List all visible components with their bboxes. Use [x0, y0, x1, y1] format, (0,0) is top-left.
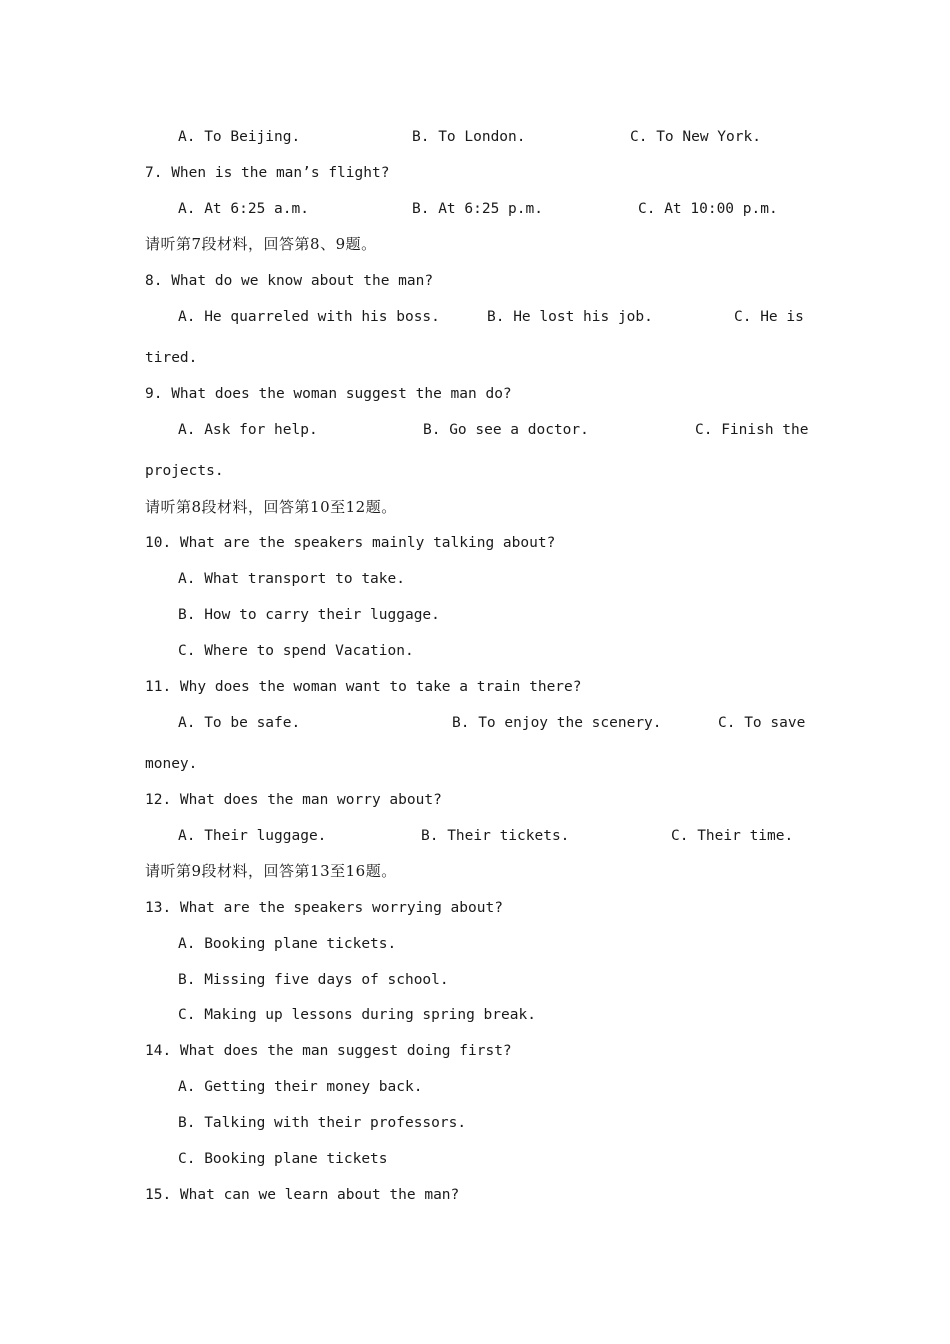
q6-option-a: A. To Beijing. — [178, 129, 301, 145]
question-12: 12. What does the man worry about? — [145, 792, 442, 808]
q11-option-a: A. To be safe. — [178, 715, 301, 731]
q6-option-c: C. To New York. — [630, 129, 761, 145]
question-7: 7. When is the man’s flight? — [145, 165, 390, 181]
section-heading-8: 请听第8段材料，回答第10至12题。 — [145, 498, 397, 516]
q12-option-a: A. Their luggage. — [178, 828, 327, 844]
q11-option-c: C. To save — [718, 715, 806, 731]
q12-option-c: C. Their time. — [671, 828, 794, 844]
q13-option-a: A. Booking plane tickets. — [178, 936, 397, 952]
q14-option-b: B. Talking with their professors. — [178, 1115, 467, 1131]
q7-option-a: A. At 6:25 a.m. — [178, 201, 309, 217]
q13-option-b: B. Missing five days of school. — [178, 972, 449, 988]
q9-option-c: C. Finish the — [695, 422, 809, 438]
q10-option-c: C. Where to spend Vacation. — [178, 643, 414, 659]
q9-option-b: B. Go see a doctor. — [423, 422, 589, 438]
q8-option-b: B. He lost his job. — [487, 309, 653, 325]
q7-option-b: B. At 6:25 p.m. — [412, 201, 543, 217]
q12-option-b: B. Their tickets. — [421, 828, 570, 844]
q14-option-c: C. Booking plane tickets — [178, 1151, 388, 1167]
q9-option-c-wrap: projects. — [145, 463, 224, 479]
section-heading-9: 请听第9段材料，回答第13至16题。 — [145, 862, 397, 880]
q13-option-c: C. Making up lessons during spring break. — [178, 1007, 536, 1023]
q7-option-c: C. At 10:00 p.m. — [638, 201, 778, 217]
question-15: 15. What can we learn about the man? — [145, 1187, 460, 1203]
q9-option-a: A. Ask for help. — [178, 422, 318, 438]
q14-option-a: A. Getting their money back. — [178, 1079, 423, 1095]
q10-option-b: B. How to carry their luggage. — [178, 607, 440, 623]
q10-option-a: A. What transport to take. — [178, 571, 405, 587]
q8-option-c: C. He is — [734, 309, 804, 325]
question-10: 10. What are the speakers mainly talking about? — [145, 535, 556, 551]
q6-option-b: B. To London. — [412, 129, 526, 145]
q11-option-c-wrap: money. — [145, 756, 198, 772]
question-13: 13. What are the speakers worrying about? — [145, 900, 503, 916]
question-14: 14. What does the man suggest doing first? — [145, 1043, 512, 1059]
section-heading-7: 请听第7段材料，回答第8、9题。 — [145, 235, 377, 253]
question-11: 11. Why does the woman want to take a train there? — [145, 679, 582, 695]
q8-option-a: A. He quarreled with his boss. — [178, 309, 440, 325]
q8-option-c-wrap: tired. — [145, 350, 198, 366]
question-8: 8. What do we know about the man? — [145, 273, 434, 289]
q11-option-b: B. To enjoy the scenery. — [452, 715, 662, 731]
question-9: 9. What does the woman suggest the man do? — [145, 386, 512, 402]
